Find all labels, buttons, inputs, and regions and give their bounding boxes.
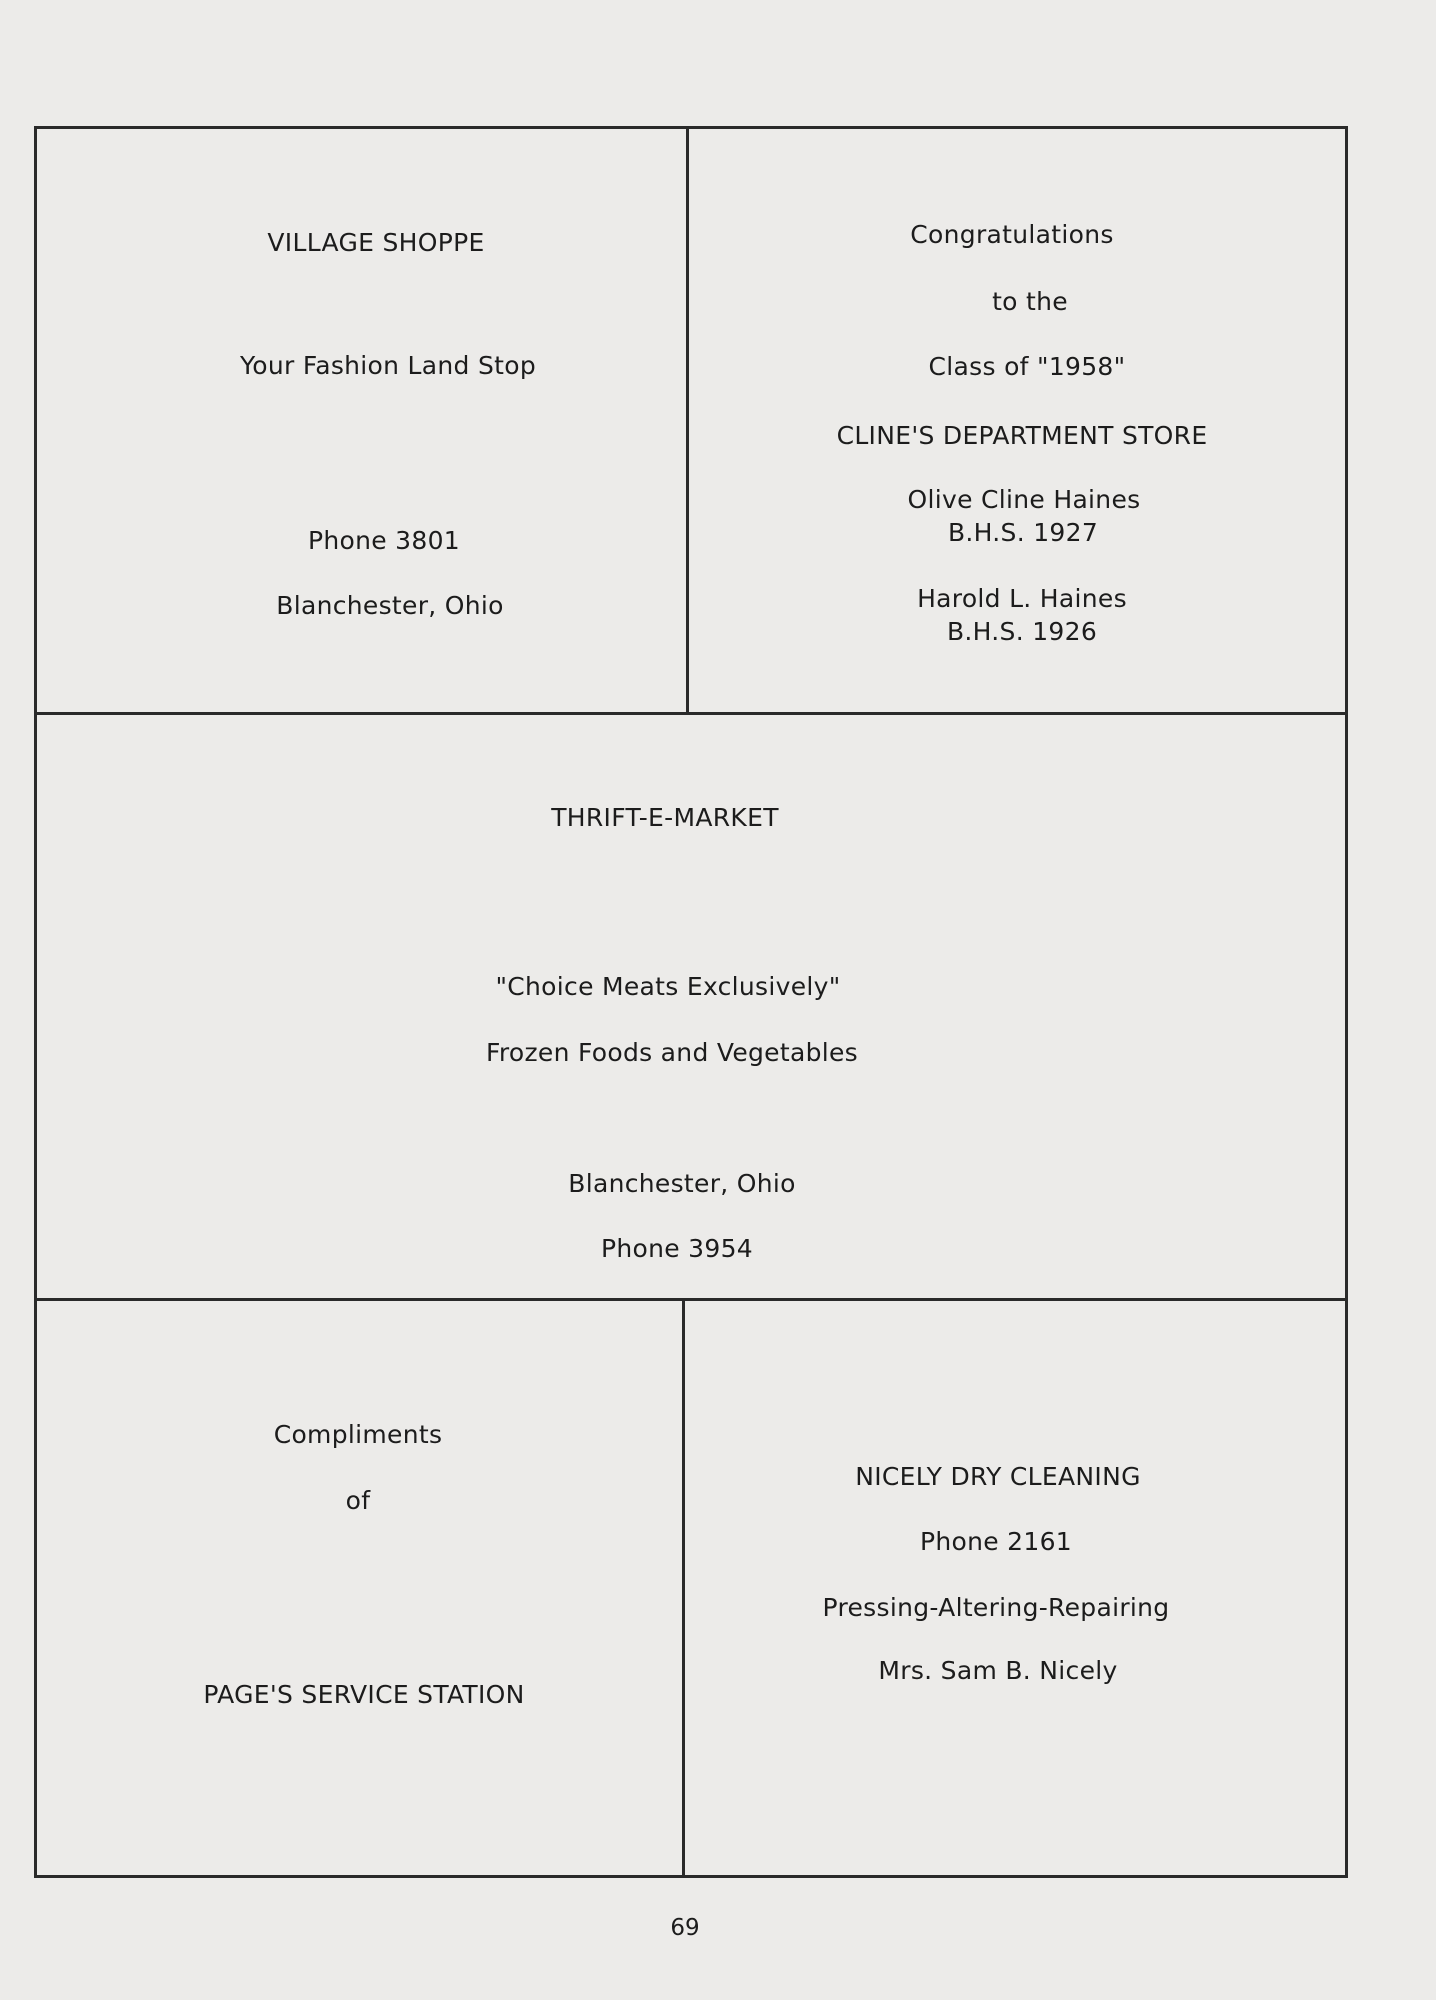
business-name: PAGE'S SERVICE STATION [203,1680,525,1709]
congratulations-line: Congratulations [910,220,1114,249]
city: Blanchester, Ohio [276,591,504,620]
to-the-line: to the [992,287,1068,316]
person-name: Olive Cline Haines [907,485,1141,514]
compliments-line: Compliments [273,1420,443,1449]
person-name: Harold L. Haines [917,584,1127,613]
services-line: Pressing-Altering-Repairing [822,1593,1170,1622]
person-class: B.H.S. 1926 [946,617,1098,646]
divider-middle-row [34,1298,1348,1301]
divider-bottom-column [682,1298,685,1878]
slogan: "Choice Meats Exclusively" [495,972,841,1001]
phone: Phone 2161 [919,1527,1073,1556]
tagline: Your Fashion Land Stop [240,351,536,380]
products-line: Frozen Foods and Vegetables [485,1038,859,1067]
page-number: 69 [670,1915,700,1941]
owner-line: Mrs. Sam B. Nicely [878,1656,1118,1685]
business-name: VILLAGE SHOPPE [267,228,485,257]
phone: Phone 3954 [600,1234,754,1263]
phone: Phone 3801 [307,526,461,555]
divider-top-row [34,712,1348,715]
business-name: NICELY DRY CLEANING [855,1462,1141,1491]
divider-top-column [686,126,689,714]
person-class: B.H.S. 1927 [947,518,1099,547]
class-line: Class of "1958" [928,352,1126,381]
business-name: THRIFT-E-MARKET [551,803,779,832]
business-name: CLINE'S DEPARTMENT STORE [836,421,1208,450]
city: Blanchester, Ohio [568,1169,796,1198]
of-line: of [345,1486,371,1515]
